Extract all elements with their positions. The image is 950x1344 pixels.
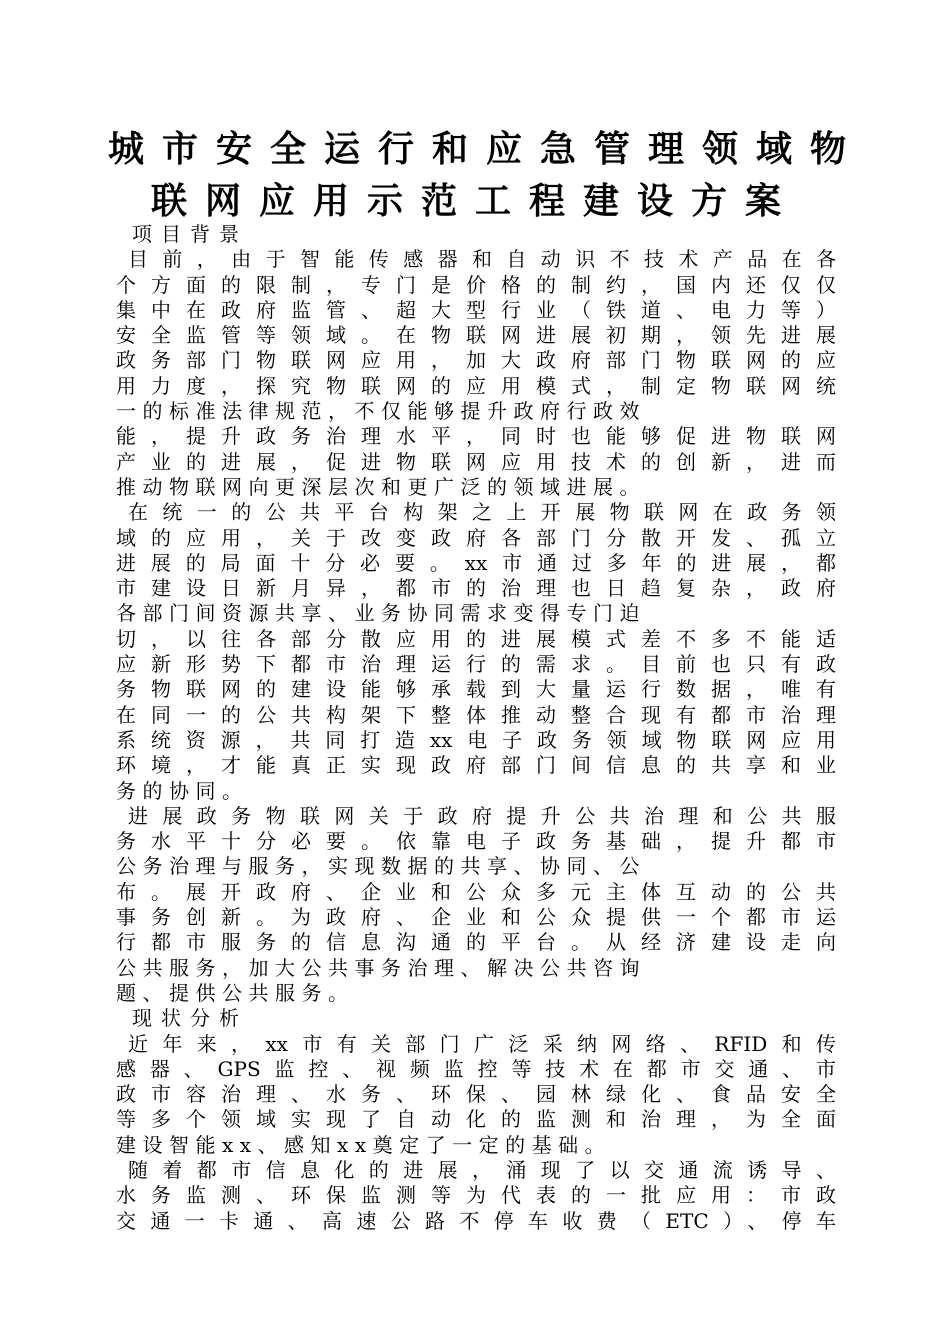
paragraph-line: 在统一的公共平台构架之上开展物联网在政务领 [128,500,836,525]
paragraph-line: 感器、GPS监控、视频监控等技术在都市交通、市 [116,1056,836,1081]
document-title-line-1: 城市安全运行和应急管理领域物 [108,129,865,170]
paragraph-line: 政务部门物联网应用，加大政府部门物联网的应 [116,348,836,373]
paragraph-line: 一的标准法律规范，不仅能够提升政府行政效 [116,399,646,424]
paragraph-line: 目前，由于智能传感器和自动识不技术产品在各 [128,247,836,272]
document-title-line-2: 联网应用示范工程建设方案 [150,181,799,222]
paragraph-line: 推动物联网向更深层次和更广泛的领域进展。 [116,474,646,499]
paragraph-line: 近年来，xx市有关部门广泛采纳网络、RFID和传 [128,1031,836,1056]
paragraph-line: 市建设日新月异，都市的治理也日趋复杂，政府 [116,576,836,601]
paragraph-line: 系统资源，共同打造xx电子政务领域物联网应用 [116,727,836,752]
paragraph-line: 进展的局面十分必要。xx市通过多年的进展，都 [116,550,836,575]
section-heading: 项目背景 [132,222,248,246]
paragraph-line: 公务治理与服务，实现数据的共享、协同、公 [116,854,646,879]
paragraph-line: 公共服务，加大公共事务治理、解决公共咨询 [116,955,646,980]
paragraph-line: 务水平十分必要。依靠电子政务基础，提升都市 [116,829,836,854]
paragraph-line: 政市容治理、水务、环保、园林绿化、食品安全 [116,1082,836,1107]
document-body [116,222,836,1234]
section-heading: 现状分析 [132,1006,248,1031]
paragraph-line: 布。展开政府、企业和公众多元主体互动的公共 [116,879,836,904]
paragraph-line: 环境，才能真正实现政府部门间信息的共享和业 [116,753,836,778]
paragraph-line: 交通一卡通、高速公路不停车收费（ETC）、停车 [116,1208,836,1233]
paragraph-line: 用力度，探究物联网的应用模式，制定物联网统 [116,373,836,398]
paragraph-line: 安全监管等领域。在物联网进展初期，领先进展 [116,323,836,348]
paragraph-line: 集中在政府监管、超大型行业（铁道、电力等） [116,297,836,322]
paragraph-line: 题、提供公共服务。 [116,980,355,1005]
paragraph-line: 在同一的公共构架下整体推动整合现有都市治理 [116,702,836,727]
paragraph-line: 务的协同。 [116,778,249,803]
paragraph-line: 切，以往各部分散应用的进展模式差不多不能适 [116,626,836,651]
paragraph-line: 产业的进展，促进物联网应用技术的创新，进而 [116,449,836,474]
paragraph-line: 水务监测、环保监测等为代表的一批应用：市政 [116,1183,836,1208]
paragraph-line: 进展政务物联网关于政府提升公共治理和公共服 [128,803,836,828]
paragraph-line: 应新形势下都市治理运行的需求。目前也只有政 [116,652,836,677]
paragraph-line: 务物联网的建设能够承载到大量运行数据，唯有 [116,677,836,702]
paragraph-line: 各部门间资源共享、业务协同需求变得专门迫 [116,601,646,626]
paragraph-line: 事务创新。为政府、企业和公众提供一个都市运 [116,905,836,930]
paragraph-line: 能，提升政务治理水平，同时也能够促进物联网 [116,424,836,449]
paragraph-line: 个方面的限制，专门是价格的制约，国内还仅仅 [116,272,836,297]
paragraph-line: 域的应用，关于改变政府各部门分散开发、孤立 [116,525,836,550]
paragraph-line: 随着都市信息化的进展，涌现了以交通流诱导、 [128,1157,836,1182]
paragraph-line: 等多个领域实现了自动化的监测和治理，为全面 [116,1107,836,1132]
paragraph-line: 行都市服务的信息沟通的平台。从经济建设走向 [116,930,836,955]
paragraph-line: 建设智能xx、感知xx奠定了一定的基础。 [116,1132,612,1157]
